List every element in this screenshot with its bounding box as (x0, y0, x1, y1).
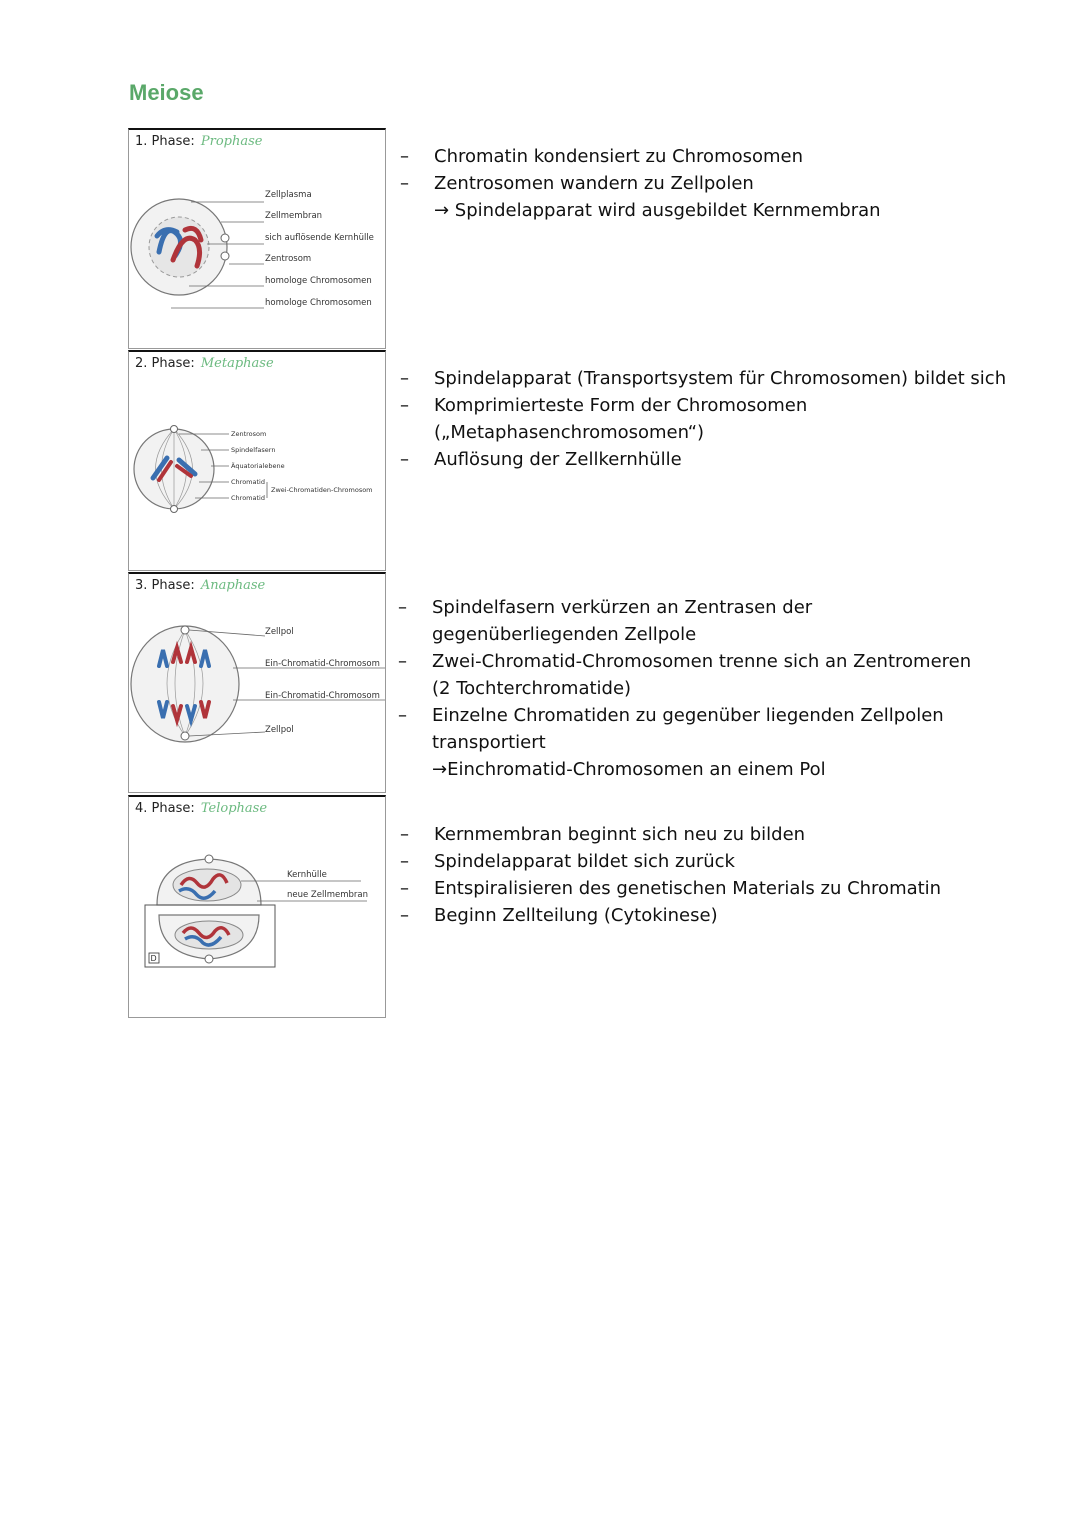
bullet-item: – Spindelapparat bildet sich zurück (400, 848, 941, 875)
phase-3-prefix: 3. Phase: (135, 578, 195, 593)
phase-1-bullets (400, 143, 881, 224)
bullet-item: – Spindelapparat (Transportsystem für Chromosomen) bildet sich (400, 365, 1006, 392)
label-zwei-chromatiden: Zwei-Chromatiden-Chromosom (271, 486, 373, 494)
label-neue-zellmembran: neue Zellmembran (287, 890, 368, 900)
anaphase-diagram (129, 596, 387, 791)
label-zellmembran: Zellmembran (265, 211, 323, 221)
label-spindelfasern: Spindelfasern (231, 446, 276, 454)
phase-3-box (128, 572, 386, 793)
bullet-item: – Zwei-Chromatid-Chromosomen trenne sich an Zentromeren (2 Tochterchromatide) (398, 648, 992, 702)
label-aequatorialebene: Äquatorialebene (231, 462, 285, 470)
phase-2-name: Metaphase (200, 356, 274, 371)
phase-4-name: Telophase (200, 801, 268, 816)
phase-2-heading (135, 356, 274, 371)
label-kernhuelle: sich auflösende Kernhülle (265, 233, 374, 243)
phase-2-box (128, 350, 386, 571)
phase-1-box (128, 128, 386, 349)
phase-2-bullets (400, 365, 1006, 473)
label-zellpol-1: Zellpol (265, 627, 294, 637)
label-zellplasma: Zellplasma (265, 190, 312, 200)
bullet-item: – Zentrosomen wandern zu Zellpolen (400, 170, 881, 197)
bullet-item: – Kernmembran beginnt sich neu zu bilden (400, 821, 941, 848)
label-d: D (150, 954, 157, 963)
page-title: Meiose (129, 80, 204, 105)
label-zellpol-2: Zellpol (265, 725, 294, 735)
phase-4-prefix: 4. Phase: (135, 801, 195, 816)
label-zentrosom: Zentrosom (231, 430, 267, 438)
phase-4-bullets (400, 821, 941, 929)
phase-3-name: Anaphase (200, 578, 266, 593)
phase-3-bullets (398, 594, 992, 783)
label-homologe-1: homologe Chromosomen (265, 276, 372, 286)
telophase-diagram (129, 819, 387, 1014)
arrow-item: →Einchromatid-Chromosomen an einem Pol (432, 759, 826, 780)
bullet-item: – Beginn Zellteilung (Cytokinese) (400, 902, 941, 929)
label-homologe-2: homologe Chromosomen (265, 298, 372, 308)
phase-1-name: Prophase (200, 134, 263, 149)
phase-2-prefix: 2. Phase: (135, 356, 195, 371)
phase-1-heading (135, 134, 262, 149)
prophase-diagram (129, 152, 387, 347)
metaphase-diagram (129, 374, 387, 569)
label-ein-chromatid-2: Ein-Chromatid-Chromosom (265, 691, 380, 701)
label-kernhuelle: Kernhülle (287, 870, 327, 880)
bullet-item: – Auflösung der Zellkernhülle (400, 446, 1006, 473)
phase-4-box (128, 795, 386, 1018)
phase-4-heading (135, 801, 267, 816)
phase-3-heading (135, 578, 265, 593)
label-chromatid-2: Chromatid (231, 494, 265, 502)
bullet-item: – Spindelfasern verkürzen an Zentrasen der gegenüberliegenden Zellpole (398, 594, 852, 648)
bullet-item: – Chromatin kondensiert zu Chromosomen (400, 143, 881, 170)
phase-1-prefix: 1. Phase: (135, 134, 195, 149)
bullet-item: – Komprimierteste Form der Chromosomen („Metaphasenchromosomen“) (400, 392, 834, 446)
arrow-item: → Spindelapparat wird ausgebildet Kernmembran (434, 200, 881, 221)
label-ein-chromatid-1: Ein-Chromatid-Chromosom (265, 659, 380, 669)
bullet-item: – Einzelne Chromatiden zu gegenüber liegenden Zellpolen transportiert (398, 702, 952, 756)
label-chromatid-1: Chromatid (231, 478, 265, 486)
label-zentrosom: Zentrosom (265, 254, 312, 264)
bullet-item: – Entspiralisieren des genetischen Materials zu Chromatin (400, 875, 941, 902)
